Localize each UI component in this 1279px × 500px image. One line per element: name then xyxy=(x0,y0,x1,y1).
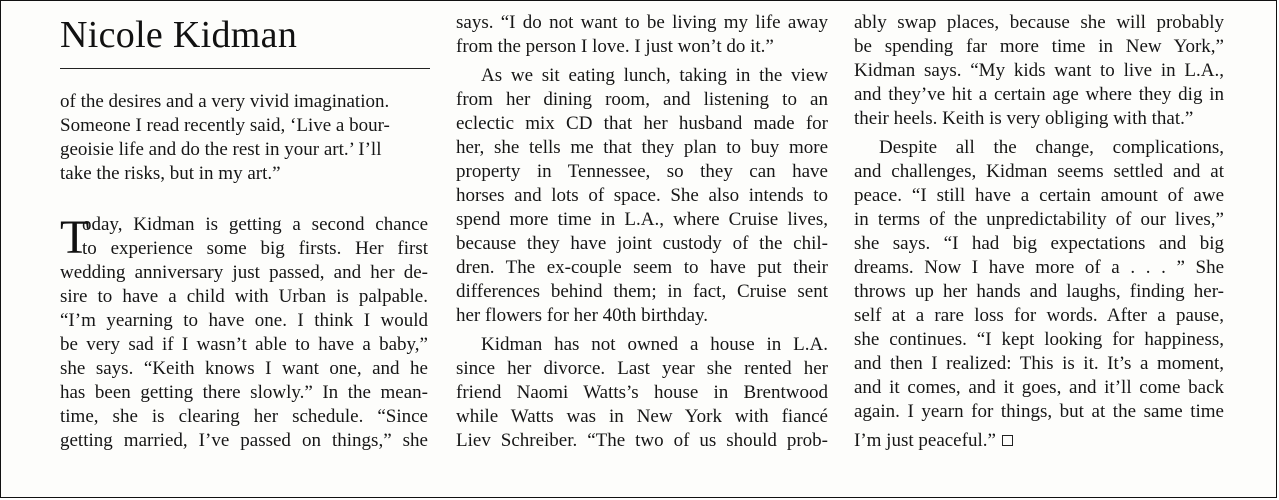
text-line: peace. “I still have a certain amount of awe xyxy=(854,185,1224,206)
text-line: and it comes, and it goes, and it’ll come back xyxy=(854,377,1224,398)
text-line: she says. “I had big expectations and big xyxy=(854,233,1224,254)
text-line: Kidman says. “My kids want to live in L.A., xyxy=(854,60,1224,81)
text-line: sire to have a child with Urban is palpable. xyxy=(60,286,428,307)
headline-rule xyxy=(60,68,430,69)
text-line: in terms of the unpredictability of our lives,” xyxy=(854,209,1224,230)
text-line: she continues. “I kept looking for happiness, xyxy=(854,329,1224,350)
text-line: differences behind them; in fact, Cruise sent xyxy=(456,281,828,302)
text-line: has been getting there slowly.” In the mean- xyxy=(60,382,428,403)
text-line: spend more time in L.A., where Cruise lives, xyxy=(456,209,828,230)
text-line: Someone I read recently said, ‘Live a bour- xyxy=(60,115,390,136)
text-line: be spending far more time in New York,” xyxy=(854,36,1224,57)
text-line: horses and lots of space. She also intends to xyxy=(456,185,828,206)
text-line: getting married, I’ve passed on things,” she xyxy=(60,430,428,451)
text-line: because they have joint custody of the chil- xyxy=(456,233,828,254)
text-line: since her divorce. Last year she rented her xyxy=(456,358,828,379)
text-line: oday, Kidman is getting a second chance xyxy=(82,214,428,235)
text-line: dreams. Now I have more of a . . . ” She xyxy=(854,257,1224,278)
text-line: geoisie life and do the rest in your art.’ I’ll xyxy=(60,139,382,160)
text-line: her flowers for her 40th birthday. xyxy=(456,305,709,326)
text-line: be very sad if I wasn’t able to have a baby,” xyxy=(60,334,428,355)
text-line: while Watts was in New York with fiancé xyxy=(456,406,828,427)
text-line: “I’m yearning to have one. I think I would xyxy=(60,310,428,331)
text-line: and they’ve hit a certain age where they dig in xyxy=(854,84,1224,105)
text-line: of the desires and a very vivid imagination. xyxy=(60,91,390,112)
text-line: and challenges, Kidman seems settled and at xyxy=(854,161,1224,182)
text-line: wedding anniversary just passed, and her de- xyxy=(60,262,428,283)
text-line: property in Tennessee, so they can have xyxy=(456,161,828,182)
text-line: friend Naomi Watts’s house in Brentwood xyxy=(456,382,828,403)
text-line: says. “I do not want to be living my life away xyxy=(456,12,828,33)
text-line: Liev Schreiber. “The two of us should prob- xyxy=(456,430,828,451)
text-line: As we sit eating lunch, taking in the view xyxy=(481,65,828,86)
drop-cap: T xyxy=(60,211,90,264)
square-end-mark-icon xyxy=(1002,435,1013,446)
text-line: from her dining room, and listening to an xyxy=(456,89,828,110)
text-line: again. I yearn for things, but at the same time xyxy=(854,401,1224,422)
text-line: their heels. Keith is very obliging with that.” xyxy=(854,108,1194,129)
article-headline: Nicole Kidman xyxy=(60,14,298,56)
text-line: from the person I love. I just won’t do it.” xyxy=(456,36,774,57)
text-line: to experience some big firsts. Her first xyxy=(82,238,428,259)
text-line: Despite all the change, complications, xyxy=(879,137,1224,158)
text-line-last xyxy=(854,429,1013,453)
text-line: her, she tells me that they plan to buy more xyxy=(456,137,828,158)
text-line: I’m just peaceful.” xyxy=(854,430,996,451)
text-line: Kidman has not owned a house in L.A. xyxy=(481,334,828,355)
text-line: throws up her hands and laughs, finding her- xyxy=(854,281,1224,302)
text-line: take the risks, but in my art.” xyxy=(60,163,281,184)
text-line: eclectic mix CD that her husband made for xyxy=(456,113,828,134)
text-line: ably swap places, because she will probably xyxy=(854,12,1224,33)
text-line: and then I realized: This is it. It’s a moment, xyxy=(854,353,1224,374)
text-line: time, she is clearing her schedule. “Since xyxy=(60,406,428,427)
text-line: dren. The ex-couple seem to have put their xyxy=(456,257,828,278)
text-line: she says. “Keith knows I want one, and he xyxy=(60,358,428,379)
text-line: self at a rare loss for words. After a pause, xyxy=(854,305,1224,326)
